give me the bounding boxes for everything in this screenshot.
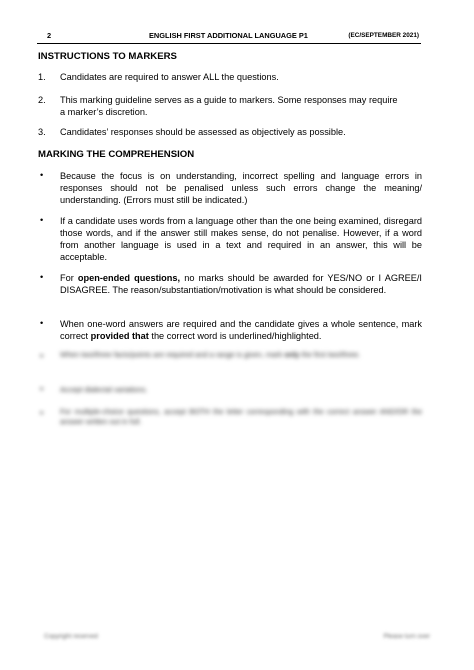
footer-copyright: Copyright reserved <box>44 633 98 640</box>
bullet-marker: • <box>40 215 44 225</box>
bullet-marker: • <box>40 408 44 418</box>
instruction-text: Candidates are required to answer ALL the questions. <box>60 72 279 82</box>
bullet-text: If a candidate uses words from a language other than the one being examined, disregard those words, and if the answer still makes sense, do not penalise. However, if a word from another language is used in a text and required in an answer, this will be acceptable. <box>60 216 422 262</box>
bullet-marker: • <box>40 272 44 282</box>
bullet-marker: • <box>40 318 44 328</box>
bullet-text: When one-word answers are required and the candidate gives a whole sentence, mark correct provided that the correct word is underlined/highlighted. <box>60 319 422 341</box>
bullet-marker: • <box>40 170 44 180</box>
header-title: ENGLISH FIRST ADDITIONAL LANGUAGE P1 <box>149 31 308 40</box>
comprehension-heading: MARKING THE COMPREHENSION <box>38 149 195 160</box>
footer-turn-over: Please turn over <box>383 633 430 640</box>
instructions-heading: INSTRUCTIONS TO MARKERS <box>38 51 177 62</box>
instruction-text: Candidates’ responses should be assessed as objectively as possible. <box>60 127 346 137</box>
instruction-number: 2. <box>38 95 46 105</box>
header-exam: (EC/SEPTEMBER 2021) <box>348 32 419 39</box>
bullet-text: For open-ended questions, no marks should be awarded for YES/NO or I AGREE/I DISAGREE. The reason/substantiation/motivation is what should be considered. <box>60 273 422 295</box>
instruction-number: 3. <box>38 127 46 137</box>
bullet-marker: • <box>40 384 44 394</box>
bullet-text-blurred: For multiple-choice questions, accept BOTH the letter corresponding with the correct answer AND/OR the answer written out in full. <box>60 407 422 426</box>
bullet-marker: • <box>40 351 44 361</box>
page-number: 2 <box>47 31 52 40</box>
instruction-number: 1. <box>38 72 46 82</box>
bullet-text: Because the focus is on understanding, incorrect spelling and language errors in responses should not be penalised unless such errors change the meaning/ understanding. (Errors must still be indicated.) <box>60 171 422 205</box>
bullet-text-blurred: Accept dialectal variations. <box>60 385 148 394</box>
bullet-text-blurred: When two/three facts/points are required and a range is given, mark only the first two/three. <box>60 350 361 359</box>
page-header <box>37 30 421 44</box>
instruction-text: This marking guideline serves as a guide to markers. Some responses may require a marker’s discretion. <box>60 95 398 117</box>
